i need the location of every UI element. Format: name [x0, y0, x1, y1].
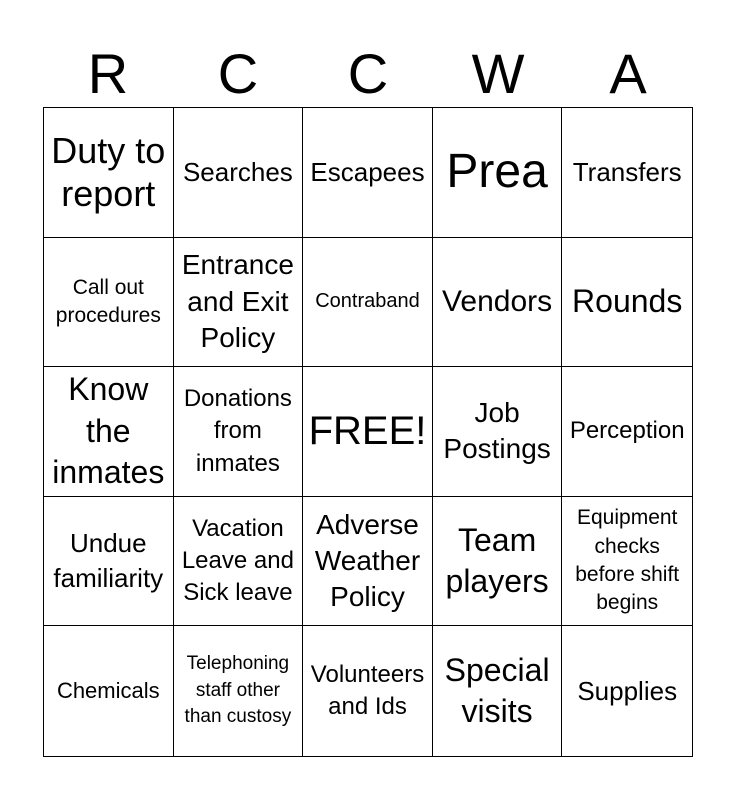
bingo-cell[interactable]: [174, 367, 304, 497]
cell-text: Team players: [445, 521, 549, 600]
bingo-cell[interactable]: [174, 626, 304, 756]
bingo-cell[interactable]: [174, 497, 304, 627]
header-letter-5: A: [609, 42, 647, 105]
bingo-cell[interactable]: [44, 108, 174, 238]
bingo-cell[interactable]: [562, 238, 692, 368]
bingo-cell[interactable]: [303, 626, 433, 756]
cell-text: Undue familiarity: [53, 528, 164, 594]
bingo-cell[interactable]: [44, 626, 174, 756]
bingo-cell[interactable]: [433, 626, 563, 756]
bingo-cell[interactable]: [44, 238, 174, 368]
bingo-cell[interactable]: [562, 108, 692, 238]
cell-text: Escapees: [310, 156, 425, 187]
cell-text: Volunteers and Ids: [310, 660, 425, 721]
bingo-cell[interactable]: [562, 626, 692, 756]
header-letter-2: C: [217, 42, 259, 105]
bingo-cell[interactable]: [433, 238, 563, 368]
cell-text: Rounds: [572, 283, 683, 320]
cell-text: Prea: [446, 145, 548, 199]
cell-text: Adverse Weather Policy: [314, 508, 421, 613]
bingo-cell[interactable]: [174, 238, 304, 368]
cell-text: Perception: [569, 417, 685, 445]
cell-text: Job Postings: [443, 397, 551, 465]
header-letter-4: W: [471, 42, 525, 105]
bingo-card-grid: [43, 107, 693, 757]
bingo-cell[interactable]: [562, 367, 692, 497]
bingo-cell[interactable]: [562, 497, 692, 627]
cell-text: Searches: [182, 156, 293, 187]
bingo-cell[interactable]: [44, 367, 174, 497]
header-letter-1: R: [87, 42, 129, 105]
cell-text: Contraband: [315, 290, 420, 313]
bingo-cell[interactable]: [303, 497, 433, 627]
cell-text: Supplies: [577, 675, 678, 706]
bingo-header: [43, 40, 693, 108]
cell-text: Entrance and Exit Policy: [181, 249, 294, 354]
cell-text: Transfers: [572, 156, 682, 187]
cell-text: Donations from inmates: [183, 384, 292, 477]
cell-text: Vacation Leave and Sick leave: [181, 514, 294, 607]
cell-text: Call out procedures: [55, 275, 161, 327]
cell-text: Vendors: [442, 285, 553, 319]
cell-text: Special visits: [444, 651, 550, 730]
bingo-cell[interactable]: [433, 367, 563, 497]
bingo-cell[interactable]: [303, 108, 433, 238]
free-space-cell[interactable]: [303, 367, 433, 497]
cell-text: Know the inmates: [52, 371, 165, 491]
bingo-cell[interactable]: [433, 108, 563, 238]
bingo-cell[interactable]: [303, 238, 433, 368]
free-space-text: FREE!: [308, 409, 427, 454]
cell-text: Duty to report: [51, 130, 166, 215]
cell-text: Telephoning staff other than custosy: [184, 653, 292, 728]
bingo-cell[interactable]: [174, 108, 304, 238]
cell-text: Chemicals: [56, 677, 160, 703]
header-letter-3: C: [347, 42, 389, 105]
bingo-cell[interactable]: [433, 497, 563, 627]
bingo-cell[interactable]: [44, 497, 174, 627]
cell-text: Equipment checks before shift begins: [575, 506, 680, 615]
